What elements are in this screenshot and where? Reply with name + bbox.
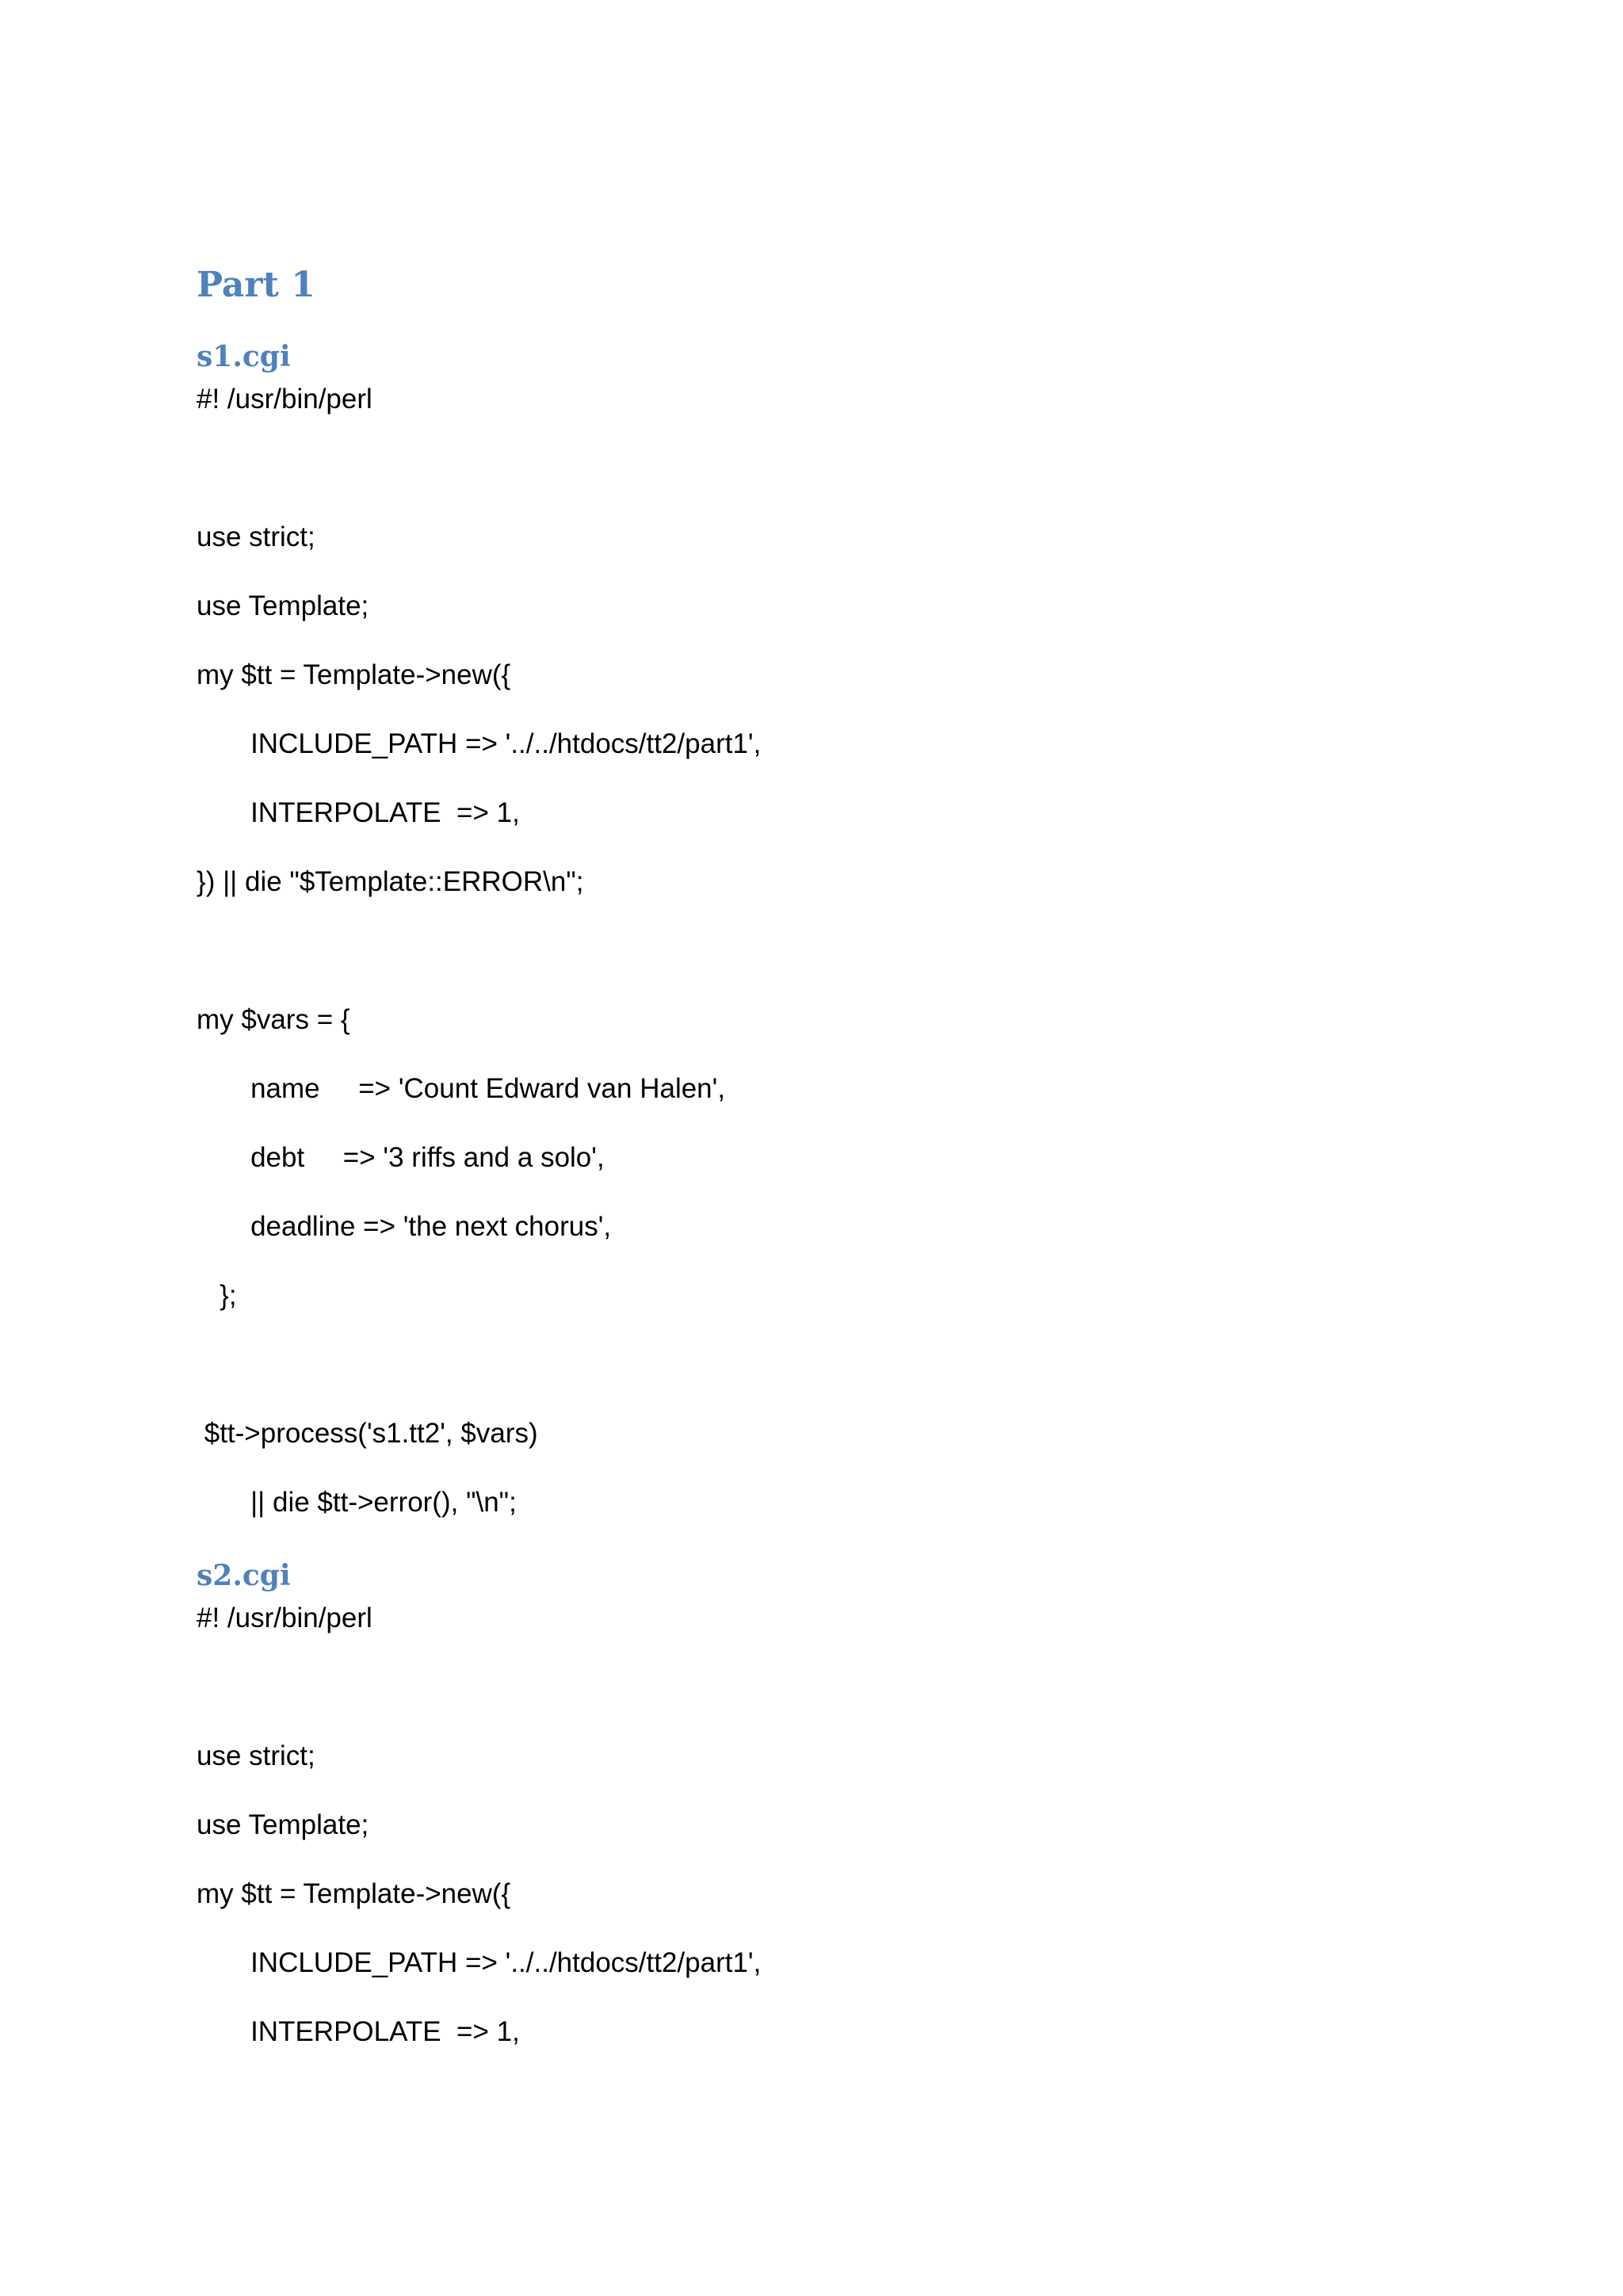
code-line: INCLUDE_PATH => '../../htdocs/tt2/part1',: [197, 1947, 762, 1978]
code-line: name => 'Count Edward van Halen',: [197, 1073, 726, 1104]
code-line: use Template;: [197, 590, 369, 621]
code-line: use strict;: [197, 521, 315, 552]
code-line: deadline => 'the next chorus',: [197, 1211, 612, 1242]
code-line: my $vars = {: [197, 1004, 350, 1035]
code-line: INCLUDE_PATH => '../../htdocs/tt2/part1',: [197, 728, 762, 759]
code-line: #! /usr/bin/perl: [197, 384, 372, 415]
code-line: INTERPOLATE => 1,: [197, 2016, 520, 2047]
code-line: INTERPOLATE => 1,: [197, 797, 520, 828]
code-line: use strict;: [197, 1740, 315, 1771]
code-line: my $tt = Template->new({: [197, 1878, 511, 1909]
page-title: Part 1: [197, 265, 315, 305]
code-line: $tt->process('s1.tt2', $vars): [197, 1418, 538, 1449]
section-heading: s1.cgi: [197, 340, 291, 373]
section-heading: s2.cgi: [197, 1559, 291, 1592]
code-line: }) || die "$Template::ERROR\n";: [197, 866, 584, 897]
code-line: debt => '3 riffs and a solo',: [197, 1142, 605, 1173]
code-line: my $tt = Template->new({: [197, 659, 511, 690]
code-line: #! /usr/bin/perl: [197, 1603, 372, 1633]
code-line: };: [197, 1280, 237, 1311]
code-line: || die $tt->error(), "\n";: [197, 1487, 517, 1518]
code-line: use Template;: [197, 1809, 369, 1840]
